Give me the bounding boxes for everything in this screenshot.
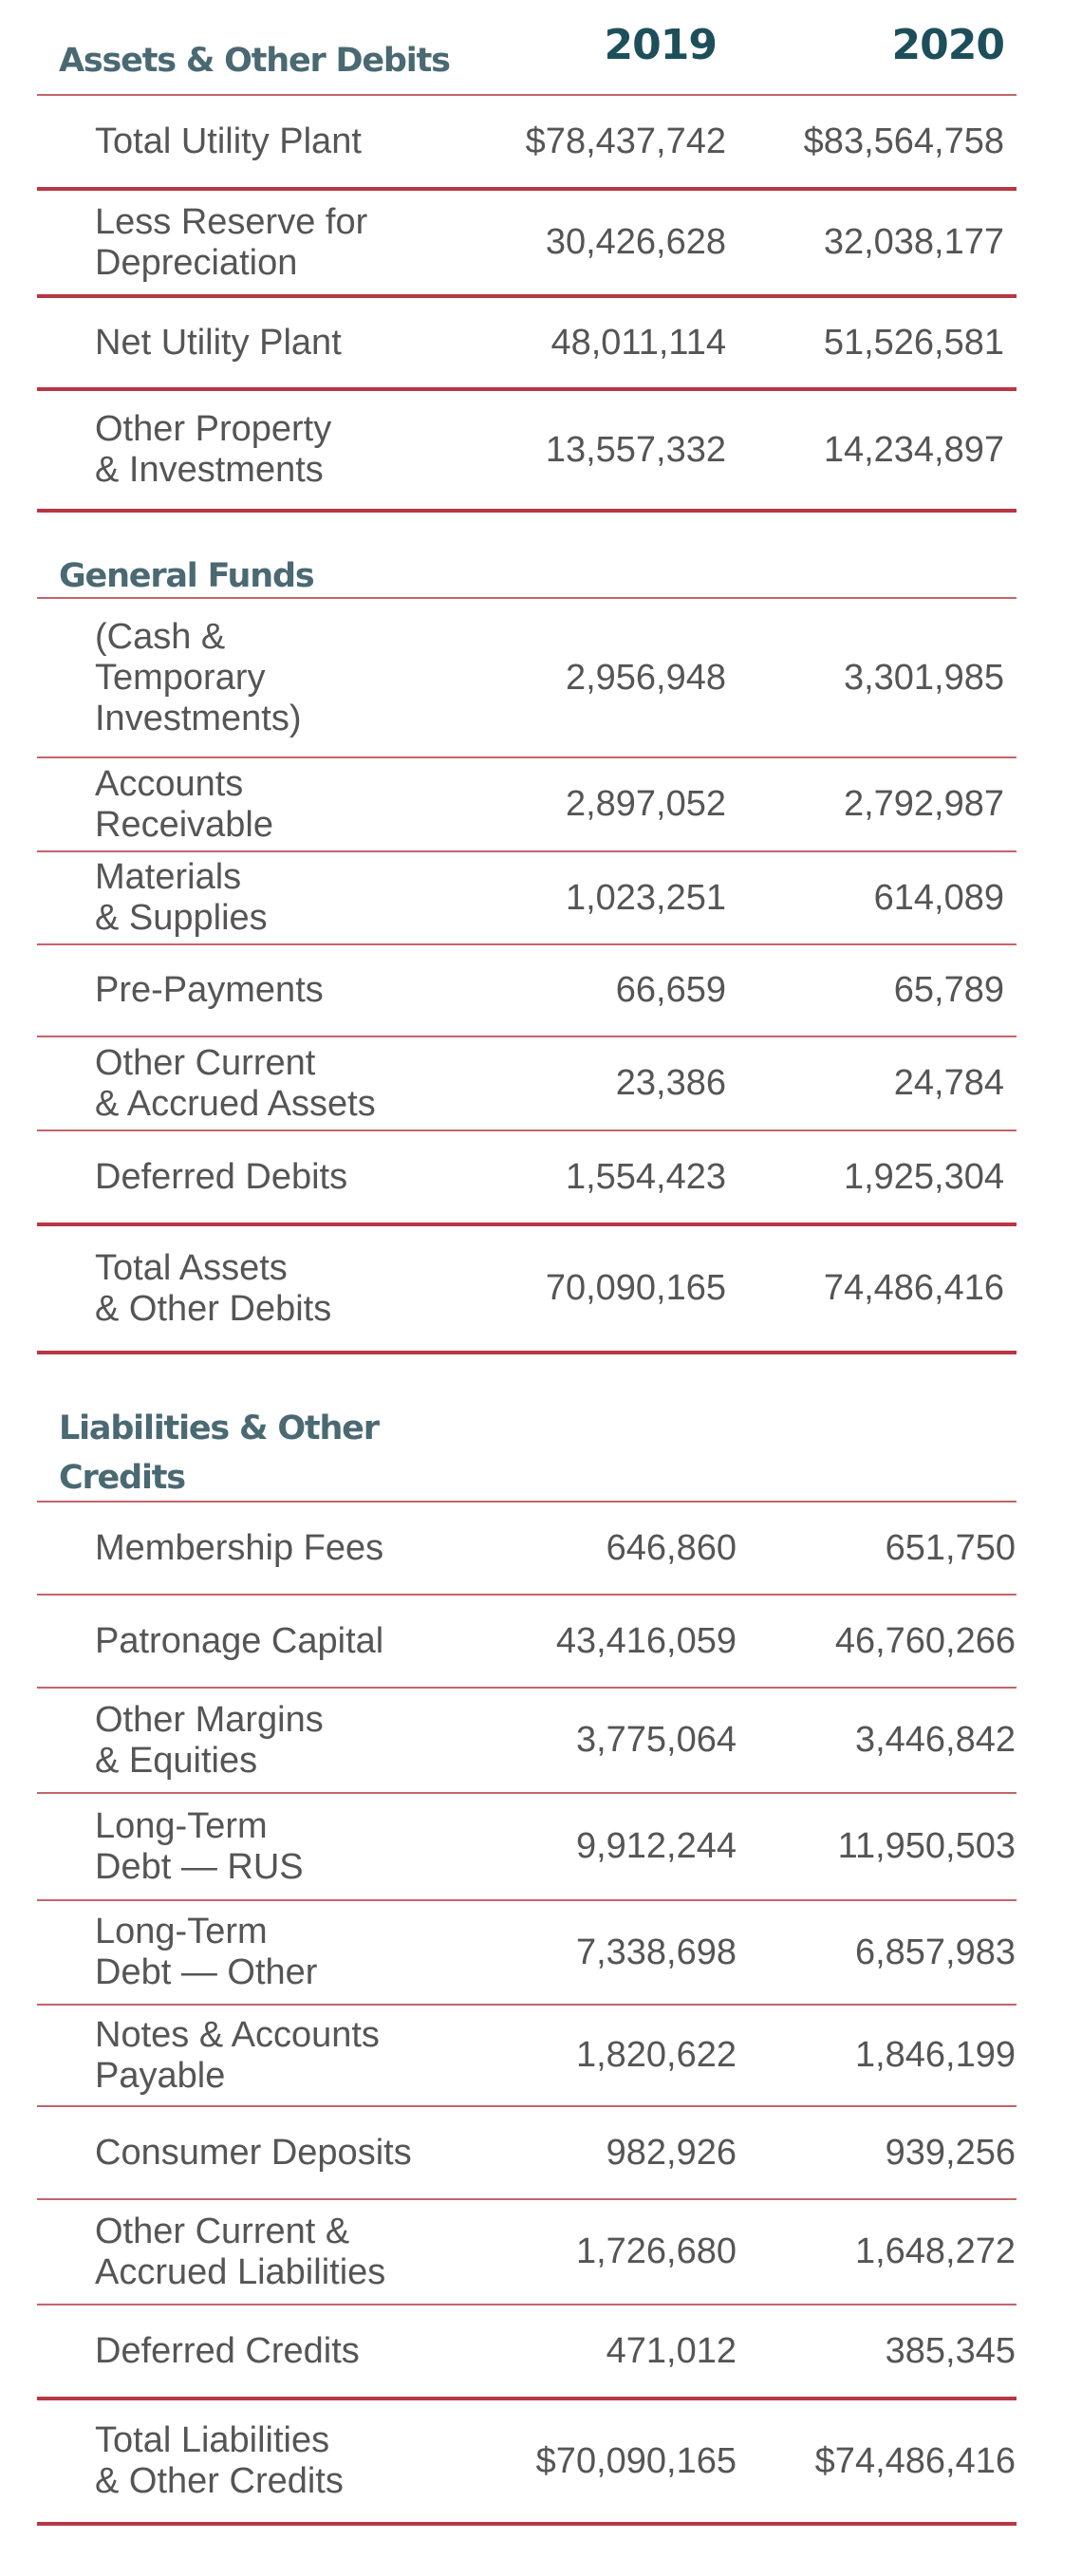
row-label	[95, 1901, 494, 2004]
row-label-line: Investments)	[95, 698, 302, 738]
row-label	[95, 758, 494, 850]
value-2019: 1,023,251	[565, 877, 726, 918]
value-2020: 3,446,842	[854, 1720, 1016, 1760]
table-row	[37, 1131, 1017, 1226]
table-row	[37, 1596, 1017, 1689]
value-2019: 13,557,332	[545, 429, 726, 470]
table-row	[37, 2305, 1017, 2400]
value-2019: $70,090,165	[535, 2440, 737, 2481]
row-label	[95, 1794, 494, 1899]
row-label-line: Long-Term	[95, 1912, 268, 1951]
value-2020: 51,526,581	[823, 322, 1004, 363]
value-2020: $83,564,758	[803, 121, 1004, 161]
row-label-line: Receivable	[95, 804, 273, 845]
row-label: Net Utility Plant	[95, 322, 342, 363]
row-label-line: (Cash &	[95, 616, 226, 657]
table-row	[37, 391, 1017, 513]
value-2020: 74,486,416	[823, 1268, 1004, 1308]
row-label: Deferred Credits	[95, 2330, 360, 2371]
value-2020: 385,345	[885, 2330, 1016, 2371]
value-2020: 614,089	[873, 877, 1004, 918]
row-label-line: Total Assets	[95, 1247, 288, 1288]
value-2019: 982,926	[606, 2132, 737, 2173]
row-label-line: Depreciation	[95, 242, 298, 283]
row-label	[95, 599, 494, 756]
table-row	[37, 298, 1017, 391]
table-row	[37, 2006, 1017, 2107]
table-row	[37, 599, 1017, 758]
row-label-line: Less Reserve for	[95, 201, 368, 242]
row-label-line: Debt — Other	[95, 1952, 318, 1992]
value-2019: 3,775,064	[575, 1720, 737, 1760]
column-header-2019: 2019	[604, 21, 717, 69]
value-2020: 46,760,266	[834, 1620, 1016, 1661]
row-label-line: Other Current	[95, 1042, 316, 1083]
row-label: Patronage Capital	[95, 1620, 384, 1661]
row-label-line: & Other Debits	[95, 1288, 332, 1329]
value-2019: 646,860	[606, 1527, 737, 1568]
row-label-line: & Other Credits	[95, 2461, 344, 2501]
row-label	[95, 1226, 494, 1351]
value-2019: 30,426,628	[545, 222, 726, 262]
row-label-line: & Accrued Assets	[95, 1083, 376, 1124]
value-2019: 2,897,052	[565, 784, 726, 824]
value-2019: 7,338,698	[575, 1932, 737, 1972]
value-2019: 471,012	[606, 2330, 737, 2371]
row-label-line: & Equities	[95, 1740, 258, 1781]
row-label: Consumer Deposits	[95, 2132, 412, 2173]
value-2020: $74,486,416	[814, 2440, 1016, 2481]
row-label-line: Long-Term	[95, 1805, 268, 1846]
row-label	[95, 2400, 494, 2522]
row-label-line: Accrued Liabilities	[95, 2251, 386, 2292]
table-row	[37, 1037, 1017, 1131]
value-2020: 939,256	[885, 2132, 1016, 2173]
row-label: Deferred Debits	[95, 1156, 348, 1197]
row-label	[95, 1689, 494, 1792]
table-row	[37, 1794, 1017, 1901]
value-2020: 1,846,199	[854, 2035, 1016, 2075]
row-label-line: Debt — RUS	[95, 1846, 304, 1887]
value-2020: 6,857,983	[854, 1932, 1016, 1972]
row-label	[95, 852, 494, 943]
column-header-2020: 2020	[891, 21, 1004, 69]
row-label-line: & Investments	[95, 450, 324, 490]
table-row	[37, 2200, 1017, 2305]
value-2019: 23,386	[615, 1063, 726, 1103]
table-row-total	[37, 1226, 1017, 1354]
row-label-line: Other Margins	[95, 1699, 324, 1740]
row-label	[95, 191, 494, 294]
value-2019: 48,011,114	[550, 322, 726, 363]
value-2020: 24,784	[893, 1063, 1004, 1103]
row-label: Total Utility Plant	[95, 121, 362, 161]
value-2020: 32,038,177	[823, 222, 1004, 262]
row-label-line: Other Current &	[95, 2211, 350, 2251]
section-heading-general-funds: General Funds	[59, 557, 314, 595]
value-2019: $78,437,742	[525, 121, 726, 161]
value-2019: 1,726,680	[575, 2231, 737, 2271]
table-row	[37, 945, 1017, 1037]
value-2020: 11,950,503	[837, 1826, 1016, 1866]
table-row	[37, 1689, 1017, 1794]
table-row	[37, 1503, 1017, 1596]
value-2019: 1,820,622	[575, 2035, 737, 2075]
row-label	[95, 1037, 494, 1129]
row-label: Pre-Payments	[95, 970, 324, 1010]
table-row	[37, 758, 1017, 852]
value-2019: 66,659	[615, 970, 726, 1010]
row-label-line: Other Property	[95, 409, 332, 449]
value-2020: 2,792,987	[843, 784, 1004, 824]
value-2019: 2,956,948	[565, 657, 726, 698]
table-row	[37, 852, 1017, 945]
value-2020: 14,234,897	[823, 429, 1004, 470]
row-label-line: & Supplies	[95, 898, 268, 938]
value-2020: 651,750	[885, 1527, 1016, 1568]
row-label: Membership Fees	[95, 1527, 384, 1568]
value-2020: 1,925,304	[843, 1156, 1004, 1197]
row-label-line: Total Liabilities	[95, 2420, 330, 2460]
row-label-line: Payable	[95, 2055, 226, 2096]
value-2019: 1,554,423	[565, 1156, 726, 1197]
table-row	[37, 2107, 1017, 2200]
row-label	[95, 2006, 494, 2105]
table-row-total	[37, 2400, 1017, 2526]
row-label-line: Materials	[95, 857, 242, 897]
row-label-line: Notes & Accounts	[95, 2014, 380, 2055]
section-heading-liabilities: Liabilities & Other Credits	[59, 1409, 379, 1497]
row-label	[95, 391, 494, 509]
row-label	[95, 2200, 494, 2304]
value-2020: 3,301,985	[843, 657, 1004, 698]
value-2020: 65,789	[893, 970, 1004, 1010]
value-2019: 9,912,244	[575, 1826, 737, 1866]
value-2020: 1,648,272	[854, 2231, 1016, 2271]
table-row	[37, 191, 1017, 298]
value-2019: 70,090,165	[545, 1268, 726, 1308]
table-row	[37, 1901, 1017, 2006]
value-2019: 43,416,059	[555, 1620, 737, 1661]
section-heading-assets: Assets & Other Debits	[59, 42, 450, 80]
row-label-line: Accounts	[95, 763, 244, 804]
row-label-line: Temporary	[95, 657, 266, 698]
table-row	[37, 96, 1017, 191]
